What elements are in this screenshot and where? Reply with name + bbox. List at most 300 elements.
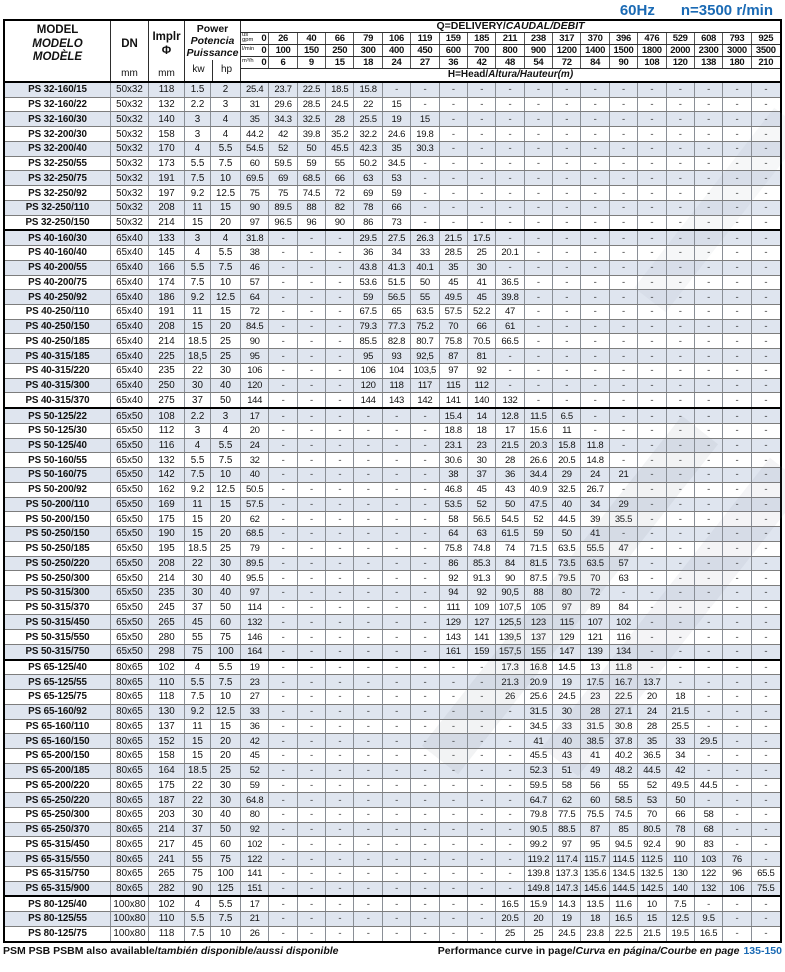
head-cell: 40.9 — [525, 483, 553, 497]
head-cell: - — [411, 645, 439, 659]
head-cell: - — [723, 837, 751, 851]
head-cell: - — [553, 290, 581, 304]
head-cell: 44.5 — [553, 512, 581, 526]
head-cell: 79.5 — [553, 571, 581, 585]
head-cell: 51.5 — [383, 276, 411, 290]
head-cell: 88 — [298, 201, 326, 215]
head-cell: - — [764, 425, 768, 437]
head-cell: - — [269, 927, 297, 941]
head-cell: 36.5 — [638, 749, 666, 763]
head-cell: 55.5 — [581, 542, 609, 556]
head-cell: - — [354, 690, 382, 704]
head-cell: - — [468, 83, 496, 97]
head-cell: - — [723, 424, 751, 438]
head-cell: - — [695, 453, 723, 467]
model-cell: PS 40-315/185 — [5, 349, 111, 363]
head-cell: - — [695, 290, 723, 304]
table-row — [5, 895, 780, 911]
head-cell: 97 — [553, 837, 581, 851]
head-cell: - — [269, 231, 297, 245]
head-cell: - — [695, 409, 723, 423]
flow-header-cell: 6 — [269, 57, 297, 68]
hp-cell: 25 — [211, 764, 241, 778]
head-cell: - — [667, 379, 695, 393]
head-cell: - — [723, 897, 751, 911]
head-cell: - — [496, 852, 524, 866]
dn-cell: 65x40 — [111, 349, 149, 363]
head-cell: 11.8 — [610, 661, 638, 675]
head-cell: - — [298, 483, 326, 497]
table-header — [5, 21, 780, 83]
head-cell: 123 — [525, 615, 553, 629]
head-cell: 81 — [468, 349, 496, 363]
head-cell: - — [298, 912, 326, 926]
head-cell: - — [298, 675, 326, 689]
head-cell: 51 — [553, 764, 581, 778]
model-label: MODEL — [36, 24, 79, 37]
head-cell: - — [383, 675, 411, 689]
table-row — [5, 407, 780, 423]
head-cell: 38 — [440, 468, 468, 482]
head-cell: - — [723, 571, 751, 585]
hp-cell: 3 — [211, 409, 241, 423]
head-cell: 15 — [411, 112, 439, 126]
impeller-cell: 225 — [149, 349, 185, 363]
head-cell: 97 — [241, 216, 269, 230]
kw-cell: 37 — [185, 823, 211, 837]
head-cell: 13.7 — [638, 675, 666, 689]
head-cell: - — [723, 542, 751, 556]
model-cell: PS 65-315/900 — [5, 882, 111, 896]
head-cell: - — [354, 808, 382, 822]
hp-cell: 25 — [211, 334, 241, 348]
head-cell: - — [496, 720, 524, 734]
head-cell: - — [269, 305, 297, 319]
impeller-cell: 214 — [149, 823, 185, 837]
table-row — [5, 83, 780, 97]
q-delivery-title — [241, 21, 780, 33]
head-cell: - — [269, 705, 297, 719]
head-cell: 17 — [241, 409, 269, 423]
head-cell: 88 — [525, 586, 553, 600]
head-cell: - — [383, 586, 411, 600]
head-cell: - — [411, 468, 439, 482]
head-cell: - — [496, 83, 524, 97]
head-cell: - — [269, 349, 297, 363]
model-cell: PS 50-200/110 — [5, 498, 111, 512]
head-cell: - — [723, 601, 751, 615]
head-cell: - — [638, 142, 666, 156]
head-cell: - — [638, 615, 666, 629]
head-cell: - — [638, 571, 666, 585]
q-title-plain: Q=DELIVERY/ — [436, 20, 506, 33]
head-cell: - — [298, 882, 326, 896]
head-cell: 139,5 — [496, 630, 524, 644]
head-cell: - — [354, 882, 382, 896]
head-cell: 122 — [241, 852, 269, 866]
page-footer — [3, 945, 782, 957]
flow-header-cell: 250 — [326, 45, 354, 56]
head-cell: - — [638, 439, 666, 453]
flow-rows — [241, 33, 780, 69]
head-cell: 18.5 — [326, 83, 354, 97]
head-cell: - — [764, 232, 768, 244]
head-cell: - — [764, 557, 768, 569]
head-cell: - — [638, 246, 666, 260]
head-cell: 84.5 — [241, 320, 269, 334]
head-cell: - — [610, 305, 638, 319]
head-cell: 20.3 — [525, 439, 553, 453]
head-cell: - — [440, 749, 468, 763]
dn-cell: 50x32 — [111, 186, 149, 200]
table-row — [5, 704, 780, 719]
head-cell: - — [269, 690, 297, 704]
head-cell: - — [269, 912, 297, 926]
head-cell: - — [723, 912, 751, 926]
head-cell: - — [764, 794, 768, 806]
head-cell: 69 — [354, 186, 382, 200]
head-cell: - — [298, 734, 326, 748]
head-cell: - — [553, 171, 581, 185]
head-cell: - — [723, 468, 751, 482]
head-cell: 143 — [440, 630, 468, 644]
head-cell: - — [298, 379, 326, 393]
head-cell: 20 — [525, 912, 553, 926]
head-cell: - — [581, 409, 609, 423]
head-cell: - — [440, 764, 468, 778]
hp-cell: 30 — [211, 779, 241, 793]
head-cell: 120 — [241, 379, 269, 393]
head-title — [241, 69, 780, 82]
head-cell: - — [411, 630, 439, 644]
head-cell: - — [440, 127, 468, 141]
head-cell: - — [269, 334, 297, 348]
flow-header-cell — [241, 57, 269, 68]
dn-cell: 80x65 — [111, 823, 149, 837]
head-cell: 25.5 — [354, 112, 382, 126]
head-cell: 30.8 — [610, 720, 638, 734]
head-cell: 49.5 — [440, 290, 468, 304]
footer-text-segment: Curva en página/Courbe en page — [575, 945, 740, 957]
head-cell: 75.8 — [440, 542, 468, 556]
model-cell: PS 40-250/185 — [5, 334, 111, 348]
head-cell: - — [496, 823, 524, 837]
head-cell: 19 — [383, 112, 411, 126]
head-cell: 36 — [241, 720, 269, 734]
head-cell: - — [468, 779, 496, 793]
head-cell: 24.6 — [383, 127, 411, 141]
head-cell: - — [764, 394, 768, 406]
head-cell: - — [411, 882, 439, 896]
head-cell: - — [525, 290, 553, 304]
head-cell: - — [326, 808, 354, 822]
hp-cell: 5.5 — [211, 439, 241, 453]
head-cell: 27 — [241, 690, 269, 704]
head-cell: 89.5 — [269, 201, 297, 215]
head-cell: - — [723, 171, 751, 185]
impeller-cell: 245 — [149, 601, 185, 615]
table-row — [5, 674, 780, 689]
head-cell: - — [383, 927, 411, 941]
head-cell: - — [383, 764, 411, 778]
head-cell: 92,5 — [411, 349, 439, 363]
kw-cell: 1.5 — [185, 83, 211, 97]
head-cell: - — [764, 202, 768, 214]
dn-cell: 50x32 — [111, 201, 149, 215]
dn-label: DN — [121, 37, 138, 50]
head-cell: - — [638, 364, 666, 378]
head-cell: - — [440, 142, 468, 156]
head-cell: 17.3 — [496, 661, 524, 675]
head-cell: 25 — [496, 927, 524, 941]
head-cell: - — [581, 246, 609, 260]
head-cell: - — [411, 601, 439, 615]
head-cell: 106 — [723, 882, 751, 896]
head-cell: 84 — [610, 601, 638, 615]
head-cell: - — [326, 734, 354, 748]
kw-cell: 3 — [185, 127, 211, 141]
impeller-cell: 235 — [149, 364, 185, 378]
hp-cell: 4 — [211, 231, 241, 245]
impeller-cell: 203 — [149, 808, 185, 822]
kw-cell: 90 — [185, 882, 211, 896]
head-cell: - — [383, 601, 411, 615]
hp-cell: 30 — [211, 557, 241, 571]
head-cell: 110 — [667, 852, 695, 866]
head-cell: - — [298, 645, 326, 659]
head-cell: - — [525, 379, 553, 393]
head-cell: 30 — [553, 705, 581, 719]
head-cell: 42 — [241, 734, 269, 748]
head-cell: - — [723, 393, 751, 407]
head-cell: 25 — [525, 927, 553, 941]
head-cell: - — [383, 439, 411, 453]
head-cell: 139.8 — [525, 867, 553, 881]
head-cell: - — [695, 231, 723, 245]
head-cell: - — [525, 334, 553, 348]
head-cell: - — [764, 158, 768, 170]
head-cell: - — [496, 201, 524, 215]
head-cell: - — [638, 601, 666, 615]
head-cell: - — [581, 290, 609, 304]
head-cell: - — [383, 557, 411, 571]
hp-cell: 3 — [211, 98, 241, 112]
head-cell: - — [723, 927, 751, 941]
head-cell: - — [667, 424, 695, 438]
kw-cell: 4 — [185, 897, 211, 911]
head-cell: 62 — [553, 793, 581, 807]
head-cell: - — [411, 793, 439, 807]
head-cell: - — [764, 454, 768, 466]
head-cell: - — [354, 630, 382, 644]
impeller-cell: 217 — [149, 837, 185, 851]
head-cell: 142 — [411, 393, 439, 407]
head-cell: 25.4 — [241, 83, 269, 97]
head-cell: 30 — [468, 453, 496, 467]
flow-header-cell: 180 — [723, 57, 751, 68]
model-cell: PS 40-315/370 — [5, 393, 111, 407]
head-cell: 19 — [553, 912, 581, 926]
flow-zero-value: 0 — [261, 32, 267, 44]
flow-header-cell: 9 — [298, 57, 326, 68]
head-cell: 29.5 — [695, 734, 723, 748]
impeller-cell: 214 — [149, 334, 185, 348]
head-cell: 46.8 — [440, 483, 468, 497]
flow-header-cell: 1400 — [581, 45, 609, 56]
head-cell: - — [269, 498, 297, 512]
head-cell: - — [468, 764, 496, 778]
flow-header-cell — [241, 45, 269, 56]
head-cell: - — [525, 393, 553, 407]
impeller-unit: mm — [158, 68, 175, 79]
head-cell: - — [411, 557, 439, 571]
hp-cell: 25 — [211, 542, 241, 556]
head-cell: - — [764, 439, 768, 451]
head-cell: 41 — [581, 749, 609, 763]
head-cell: 121 — [581, 630, 609, 644]
flow-header-cell: 1500 — [610, 45, 638, 56]
head-cell: - — [764, 706, 768, 718]
head-cell: 109 — [468, 601, 496, 615]
head-cell: - — [354, 439, 382, 453]
head-cell: 23 — [581, 690, 609, 704]
head-cell: - — [326, 630, 354, 644]
head-cell: 21.5 — [496, 439, 524, 453]
head-cell: - — [610, 439, 638, 453]
dn-cell: 65x50 — [111, 645, 149, 659]
head-cell: 14.5 — [553, 661, 581, 675]
impeller-cell: 208 — [149, 320, 185, 334]
head-cell: - — [723, 615, 751, 629]
head-cell: 33 — [411, 246, 439, 260]
impeller-cell: 118 — [149, 690, 185, 704]
head-cell: - — [298, 630, 326, 644]
head-cell: 69 — [269, 171, 297, 185]
head-cell: - — [695, 749, 723, 763]
table-row — [5, 511, 780, 526]
head-cell: - — [610, 112, 638, 126]
impeller-label: Implr — [152, 31, 181, 43]
head-cell: - — [638, 320, 666, 334]
head-cell: - — [326, 261, 354, 275]
head-cell: 23.8 — [581, 927, 609, 941]
head-cell: - — [269, 837, 297, 851]
dn-cell: 65x40 — [111, 334, 149, 348]
hp-cell: 10 — [211, 171, 241, 185]
head-cell: - — [667, 409, 695, 423]
flow-header-cell: 66 — [326, 33, 354, 44]
head-cell: - — [411, 690, 439, 704]
head-cell: - — [667, 127, 695, 141]
table-row — [5, 792, 780, 807]
dn-cell: 65x50 — [111, 630, 149, 644]
head-cell: 18 — [667, 690, 695, 704]
head-cell: - — [354, 793, 382, 807]
head-cell: - — [610, 290, 638, 304]
head-cell: - — [723, 764, 751, 778]
head-cell: - — [581, 334, 609, 348]
head-cell: - — [723, 186, 751, 200]
head-cell: - — [764, 216, 768, 228]
head-cell: 149.8 — [525, 882, 553, 896]
head-cell: 35 — [440, 261, 468, 275]
power-label: Power — [196, 22, 229, 35]
head-cell: 40.1 — [411, 261, 439, 275]
head-cell: 28 — [326, 112, 354, 126]
head-cell: - — [695, 364, 723, 378]
head-cell: - — [695, 276, 723, 290]
head-cell: - — [298, 393, 326, 407]
head-cell: 74 — [496, 542, 524, 556]
model-cell: PS 65-315/550 — [5, 852, 111, 866]
impeller-cell: 187 — [149, 793, 185, 807]
head-cell: - — [764, 898, 768, 910]
head-cell: - — [354, 586, 382, 600]
model-cell: PS 65-200/220 — [5, 779, 111, 793]
head-cell: - — [581, 349, 609, 363]
model-cell: PS 65-160/150 — [5, 734, 111, 748]
table-row — [5, 689, 780, 704]
head-cell: - — [553, 112, 581, 126]
head-cell: - — [638, 645, 666, 659]
head-cell: 34 — [667, 749, 695, 763]
head-cell: - — [764, 143, 768, 155]
head-cell: - — [581, 98, 609, 112]
head-cell: - — [638, 468, 666, 482]
head-cell: - — [298, 586, 326, 600]
head-cell: - — [269, 276, 297, 290]
head-cell: 70 — [581, 571, 609, 585]
head-cell: - — [269, 512, 297, 526]
head-cell: - — [764, 572, 768, 584]
head-cell: - — [764, 735, 768, 747]
dn-cell: 50x32 — [111, 157, 149, 171]
head-cell: 22 — [354, 98, 382, 112]
head-cell: 146 — [241, 630, 269, 644]
dn-cell: 65x40 — [111, 261, 149, 275]
model-cell: PS 65-160/110 — [5, 720, 111, 734]
head-cell: - — [383, 852, 411, 866]
model-cell: PS 65-315/750 — [5, 867, 111, 881]
hp-cell: 12.5 — [211, 290, 241, 304]
head-cell: 68 — [695, 823, 723, 837]
head-cell: - — [581, 393, 609, 407]
kw-cell: 11 — [185, 305, 211, 319]
flow-header-cell: 210 — [758, 56, 774, 68]
head-cell: 132.5 — [638, 867, 666, 881]
head-cell: 33 — [241, 705, 269, 719]
head-cell: 50 — [553, 527, 581, 541]
hp-cell: 2 — [211, 83, 241, 97]
head-cell: - — [764, 513, 768, 525]
table-row — [5, 614, 780, 629]
head-cell: - — [298, 927, 326, 941]
hp-cell: 30 — [211, 364, 241, 378]
head-cell: - — [638, 231, 666, 245]
head-cell: - — [326, 793, 354, 807]
flow-zero-value: 0 — [261, 56, 267, 68]
head-cell: - — [638, 586, 666, 600]
head-cell: 29.5 — [354, 231, 382, 245]
dn-header-cell — [111, 21, 149, 81]
kw-cell: 30 — [185, 586, 211, 600]
head-cell: 147 — [553, 645, 581, 659]
hp-cell: 30 — [211, 793, 241, 807]
flow-header-cell: 84 — [581, 57, 609, 68]
table-row — [5, 185, 780, 200]
head-cell: 16.8 — [525, 661, 553, 675]
head-cell: 95 — [581, 837, 609, 851]
